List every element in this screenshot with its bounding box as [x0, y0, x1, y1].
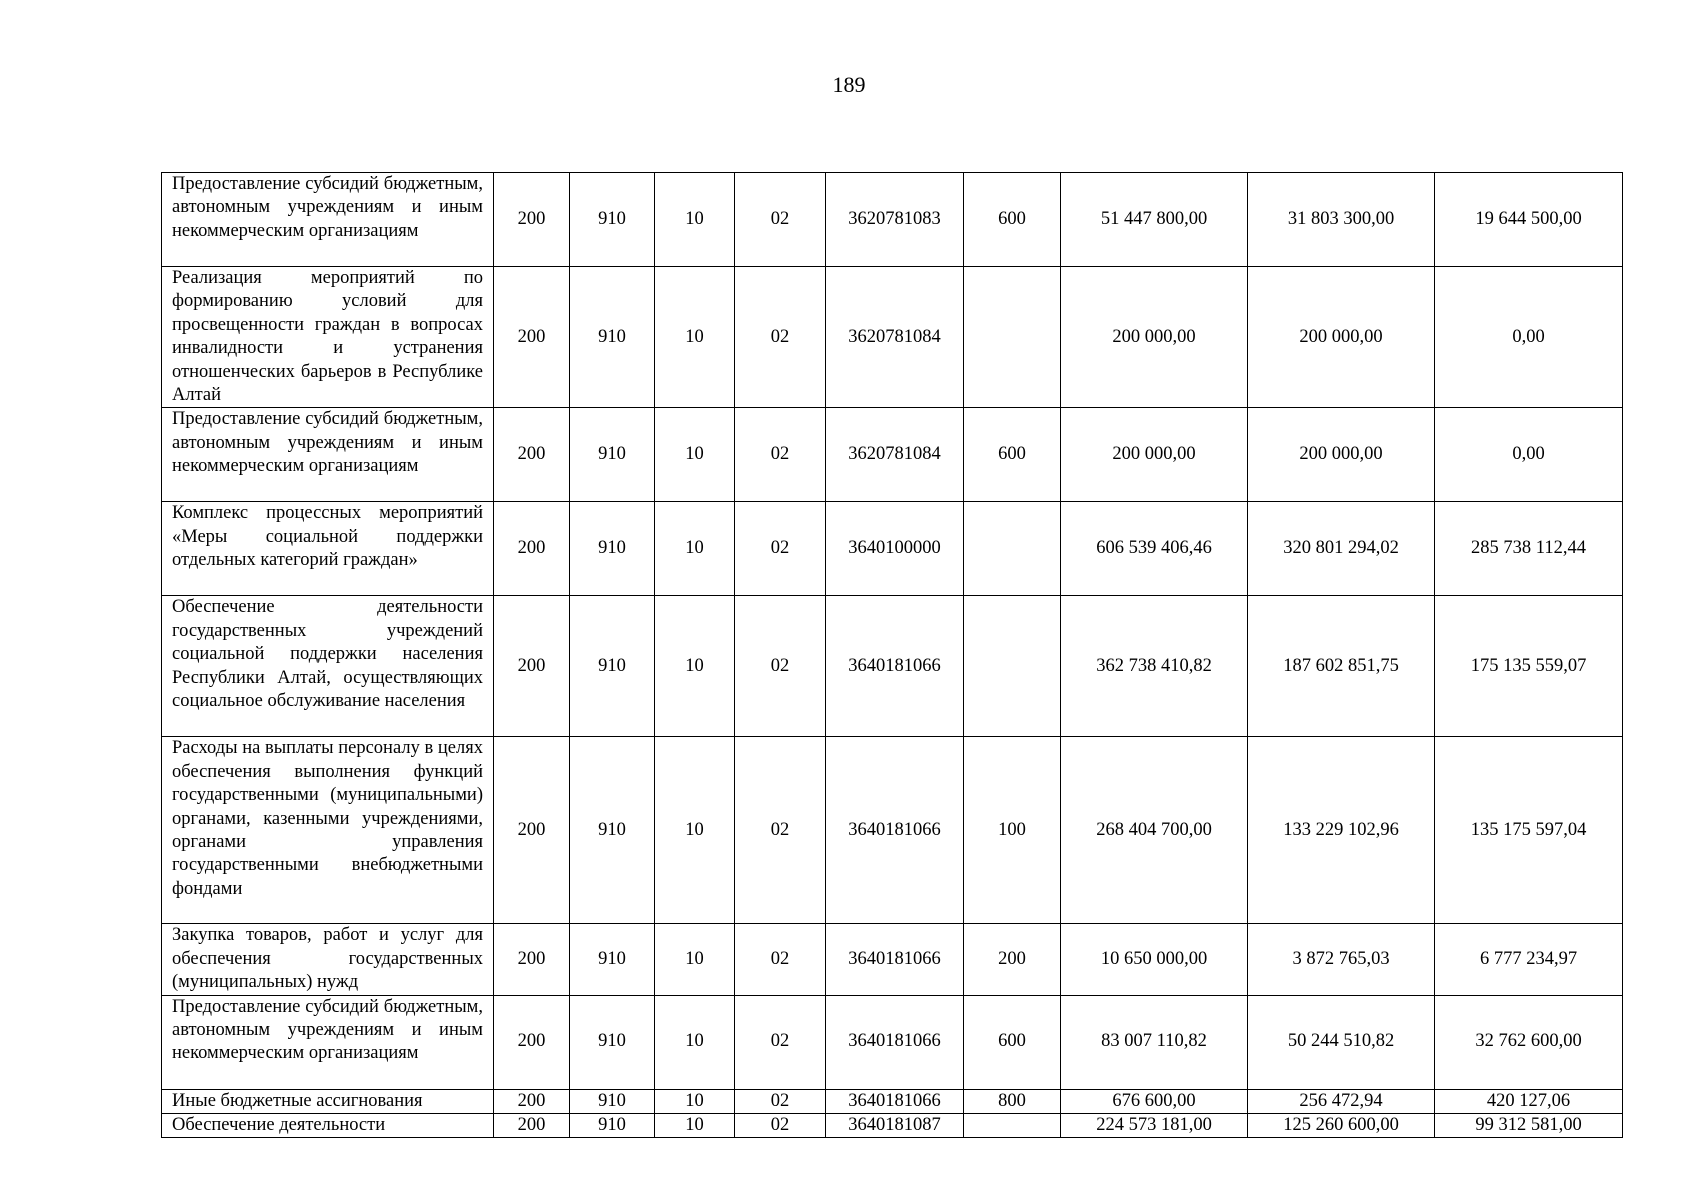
amount-3-cell: 0,00	[1435, 267, 1623, 408]
target-article-cell: 3640100000	[826, 502, 964, 596]
expense-name-cell: Комплекс процессных мероприятий «Меры социальной поддержки отдельных категорий граждан»	[162, 502, 494, 596]
expense-type-cell: 600	[964, 995, 1061, 1089]
section-code-cell: 10	[655, 1114, 735, 1138]
amount-1-cell: 676 600,00	[1061, 1089, 1248, 1113]
subsection-code-cell: 02	[735, 737, 826, 924]
amount-2-cell: 200 000,00	[1248, 267, 1435, 408]
expense-name-cell: Закупка товаров, работ и услуг для обеспечения государственных (муниципальных) нужд	[162, 924, 494, 995]
gl-code-cell: 200	[494, 267, 570, 408]
amount-3-cell: 175 135 559,07	[1435, 596, 1623, 737]
table-row	[162, 173, 1623, 267]
section-code-cell: 10	[655, 1089, 735, 1113]
amount-3-cell: 19 644 500,00	[1435, 173, 1623, 267]
expense-name-cell: Обеспечение деятельности государственных учреждений социальной поддержки населения Республики Алтай, осуществляющих социальное обслуживание населения	[162, 596, 494, 737]
grbs-code-cell: 910	[570, 502, 655, 596]
amount-3-cell: 135 175 597,04	[1435, 737, 1623, 924]
expense-type-cell	[964, 267, 1061, 408]
grbs-code-cell: 910	[570, 596, 655, 737]
amount-2-cell: 125 260 600,00	[1248, 1114, 1435, 1138]
amount-3-cell: 0,00	[1435, 408, 1623, 502]
section-code-cell: 10	[655, 995, 735, 1089]
amount-1-cell: 51 447 800,00	[1061, 173, 1248, 267]
expense-type-cell	[964, 1114, 1061, 1138]
section-code-cell: 10	[655, 924, 735, 995]
gl-code-cell: 200	[494, 737, 570, 924]
subsection-code-cell: 02	[735, 502, 826, 596]
expense-name-cell: Предоставление субсидий бюджетным, автономным учреждениям и иным некоммерческим организациям	[162, 408, 494, 502]
table-row	[162, 596, 1623, 737]
target-article-cell: 3640181066	[826, 924, 964, 995]
amount-3-cell: 6 777 234,97	[1435, 924, 1623, 995]
grbs-code-cell: 910	[570, 995, 655, 1089]
expense-type-cell: 200	[964, 924, 1061, 995]
target-article-cell: 3640181066	[826, 995, 964, 1089]
page-number: 189	[832, 72, 866, 97]
amount-1-cell: 10 650 000,00	[1061, 924, 1248, 995]
table-row	[162, 502, 1623, 596]
grbs-code-cell: 910	[570, 737, 655, 924]
amount-1-cell: 200 000,00	[1061, 267, 1248, 408]
amount-2-cell: 133 229 102,96	[1248, 737, 1435, 924]
amount-2-cell: 3 872 765,03	[1248, 924, 1435, 995]
grbs-code-cell: 910	[570, 924, 655, 995]
amount-1-cell: 606 539 406,46	[1061, 502, 1248, 596]
subsection-code-cell: 02	[735, 267, 826, 408]
amount-3-cell: 99 312 581,00	[1435, 1114, 1623, 1138]
table-row	[162, 408, 1623, 502]
table-row	[162, 1089, 1623, 1113]
expense-type-cell: 600	[964, 173, 1061, 267]
amount-1-cell: 224 573 181,00	[1061, 1114, 1248, 1138]
budget-table	[161, 172, 1623, 1138]
section-code-cell: 10	[655, 502, 735, 596]
target-article-cell: 3640181087	[826, 1114, 964, 1138]
subsection-code-cell: 02	[735, 408, 826, 502]
section-code-cell: 10	[655, 737, 735, 924]
amount-1-cell: 83 007 110,82	[1061, 995, 1248, 1089]
expense-name-cell: Обеспечение деятельности	[162, 1114, 494, 1138]
target-article-cell: 3640181066	[826, 596, 964, 737]
target-article-cell: 3640181066	[826, 1089, 964, 1113]
gl-code-cell: 200	[494, 596, 570, 737]
expense-name-cell: Расходы на выплаты персоналу в целях обеспечения выполнения функций государственными (муниципальными) органами, казенными учреждениями, органами управления государственными внебюджетными фондами	[162, 737, 494, 924]
gl-code-cell: 200	[494, 995, 570, 1089]
grbs-code-cell: 910	[570, 267, 655, 408]
expense-name-cell: Предоставление субсидий бюджетным, автономным учреждениям и иным некоммерческим организациям	[162, 995, 494, 1089]
amount-3-cell: 285 738 112,44	[1435, 502, 1623, 596]
gl-code-cell: 200	[494, 173, 570, 267]
expense-type-cell	[964, 502, 1061, 596]
expense-type-cell: 100	[964, 737, 1061, 924]
expense-type-cell: 600	[964, 408, 1061, 502]
gl-code-cell: 200	[494, 502, 570, 596]
target-article-cell: 3640181066	[826, 737, 964, 924]
target-article-cell: 3620781083	[826, 173, 964, 267]
subsection-code-cell: 02	[735, 596, 826, 737]
subsection-code-cell: 02	[735, 1089, 826, 1113]
table-row	[162, 924, 1623, 995]
section-code-cell: 10	[655, 173, 735, 267]
amount-1-cell: 200 000,00	[1061, 408, 1248, 502]
amount-1-cell: 362 738 410,82	[1061, 596, 1248, 737]
amount-2-cell: 200 000,00	[1248, 408, 1435, 502]
subsection-code-cell: 02	[735, 924, 826, 995]
gl-code-cell: 200	[494, 408, 570, 502]
subsection-code-cell: 02	[735, 1114, 826, 1138]
amount-2-cell: 256 472,94	[1248, 1089, 1435, 1113]
grbs-code-cell: 910	[570, 173, 655, 267]
expense-name-cell: Реализация мероприятий по формированию условий для просвещенности граждан в вопросах инвалидности и устранения отношенческих барьеров в Республике Алтай	[162, 267, 494, 408]
grbs-code-cell: 910	[570, 1114, 655, 1138]
expense-name-cell: Иные бюджетные ассигнования	[162, 1089, 494, 1113]
table-row	[162, 737, 1623, 924]
table-row	[162, 1114, 1623, 1138]
grbs-code-cell: 910	[570, 1089, 655, 1113]
gl-code-cell: 200	[494, 1089, 570, 1113]
subsection-code-cell: 02	[735, 173, 826, 267]
target-article-cell: 3620781084	[826, 267, 964, 408]
expense-type-cell: 800	[964, 1089, 1061, 1113]
amount-3-cell: 32 762 600,00	[1435, 995, 1623, 1089]
table-row	[162, 995, 1623, 1089]
amount-3-cell: 420 127,06	[1435, 1089, 1623, 1113]
section-code-cell: 10	[655, 596, 735, 737]
amount-1-cell: 268 404 700,00	[1061, 737, 1248, 924]
subsection-code-cell: 02	[735, 995, 826, 1089]
section-code-cell: 10	[655, 408, 735, 502]
amount-2-cell: 187 602 851,75	[1248, 596, 1435, 737]
gl-code-cell: 200	[494, 924, 570, 995]
table-row	[162, 267, 1623, 408]
expense-name-cell: Предоставление субсидий бюджетным, автономным учреждениям и иным некоммерческим организациям	[162, 173, 494, 267]
expense-type-cell	[964, 596, 1061, 737]
target-article-cell: 3620781084	[826, 408, 964, 502]
table-body	[162, 173, 1623, 1138]
amount-2-cell: 320 801 294,02	[1248, 502, 1435, 596]
gl-code-cell: 200	[494, 1114, 570, 1138]
section-code-cell: 10	[655, 267, 735, 408]
grbs-code-cell: 910	[570, 408, 655, 502]
amount-2-cell: 50 244 510,82	[1248, 995, 1435, 1089]
amount-2-cell: 31 803 300,00	[1248, 173, 1435, 267]
